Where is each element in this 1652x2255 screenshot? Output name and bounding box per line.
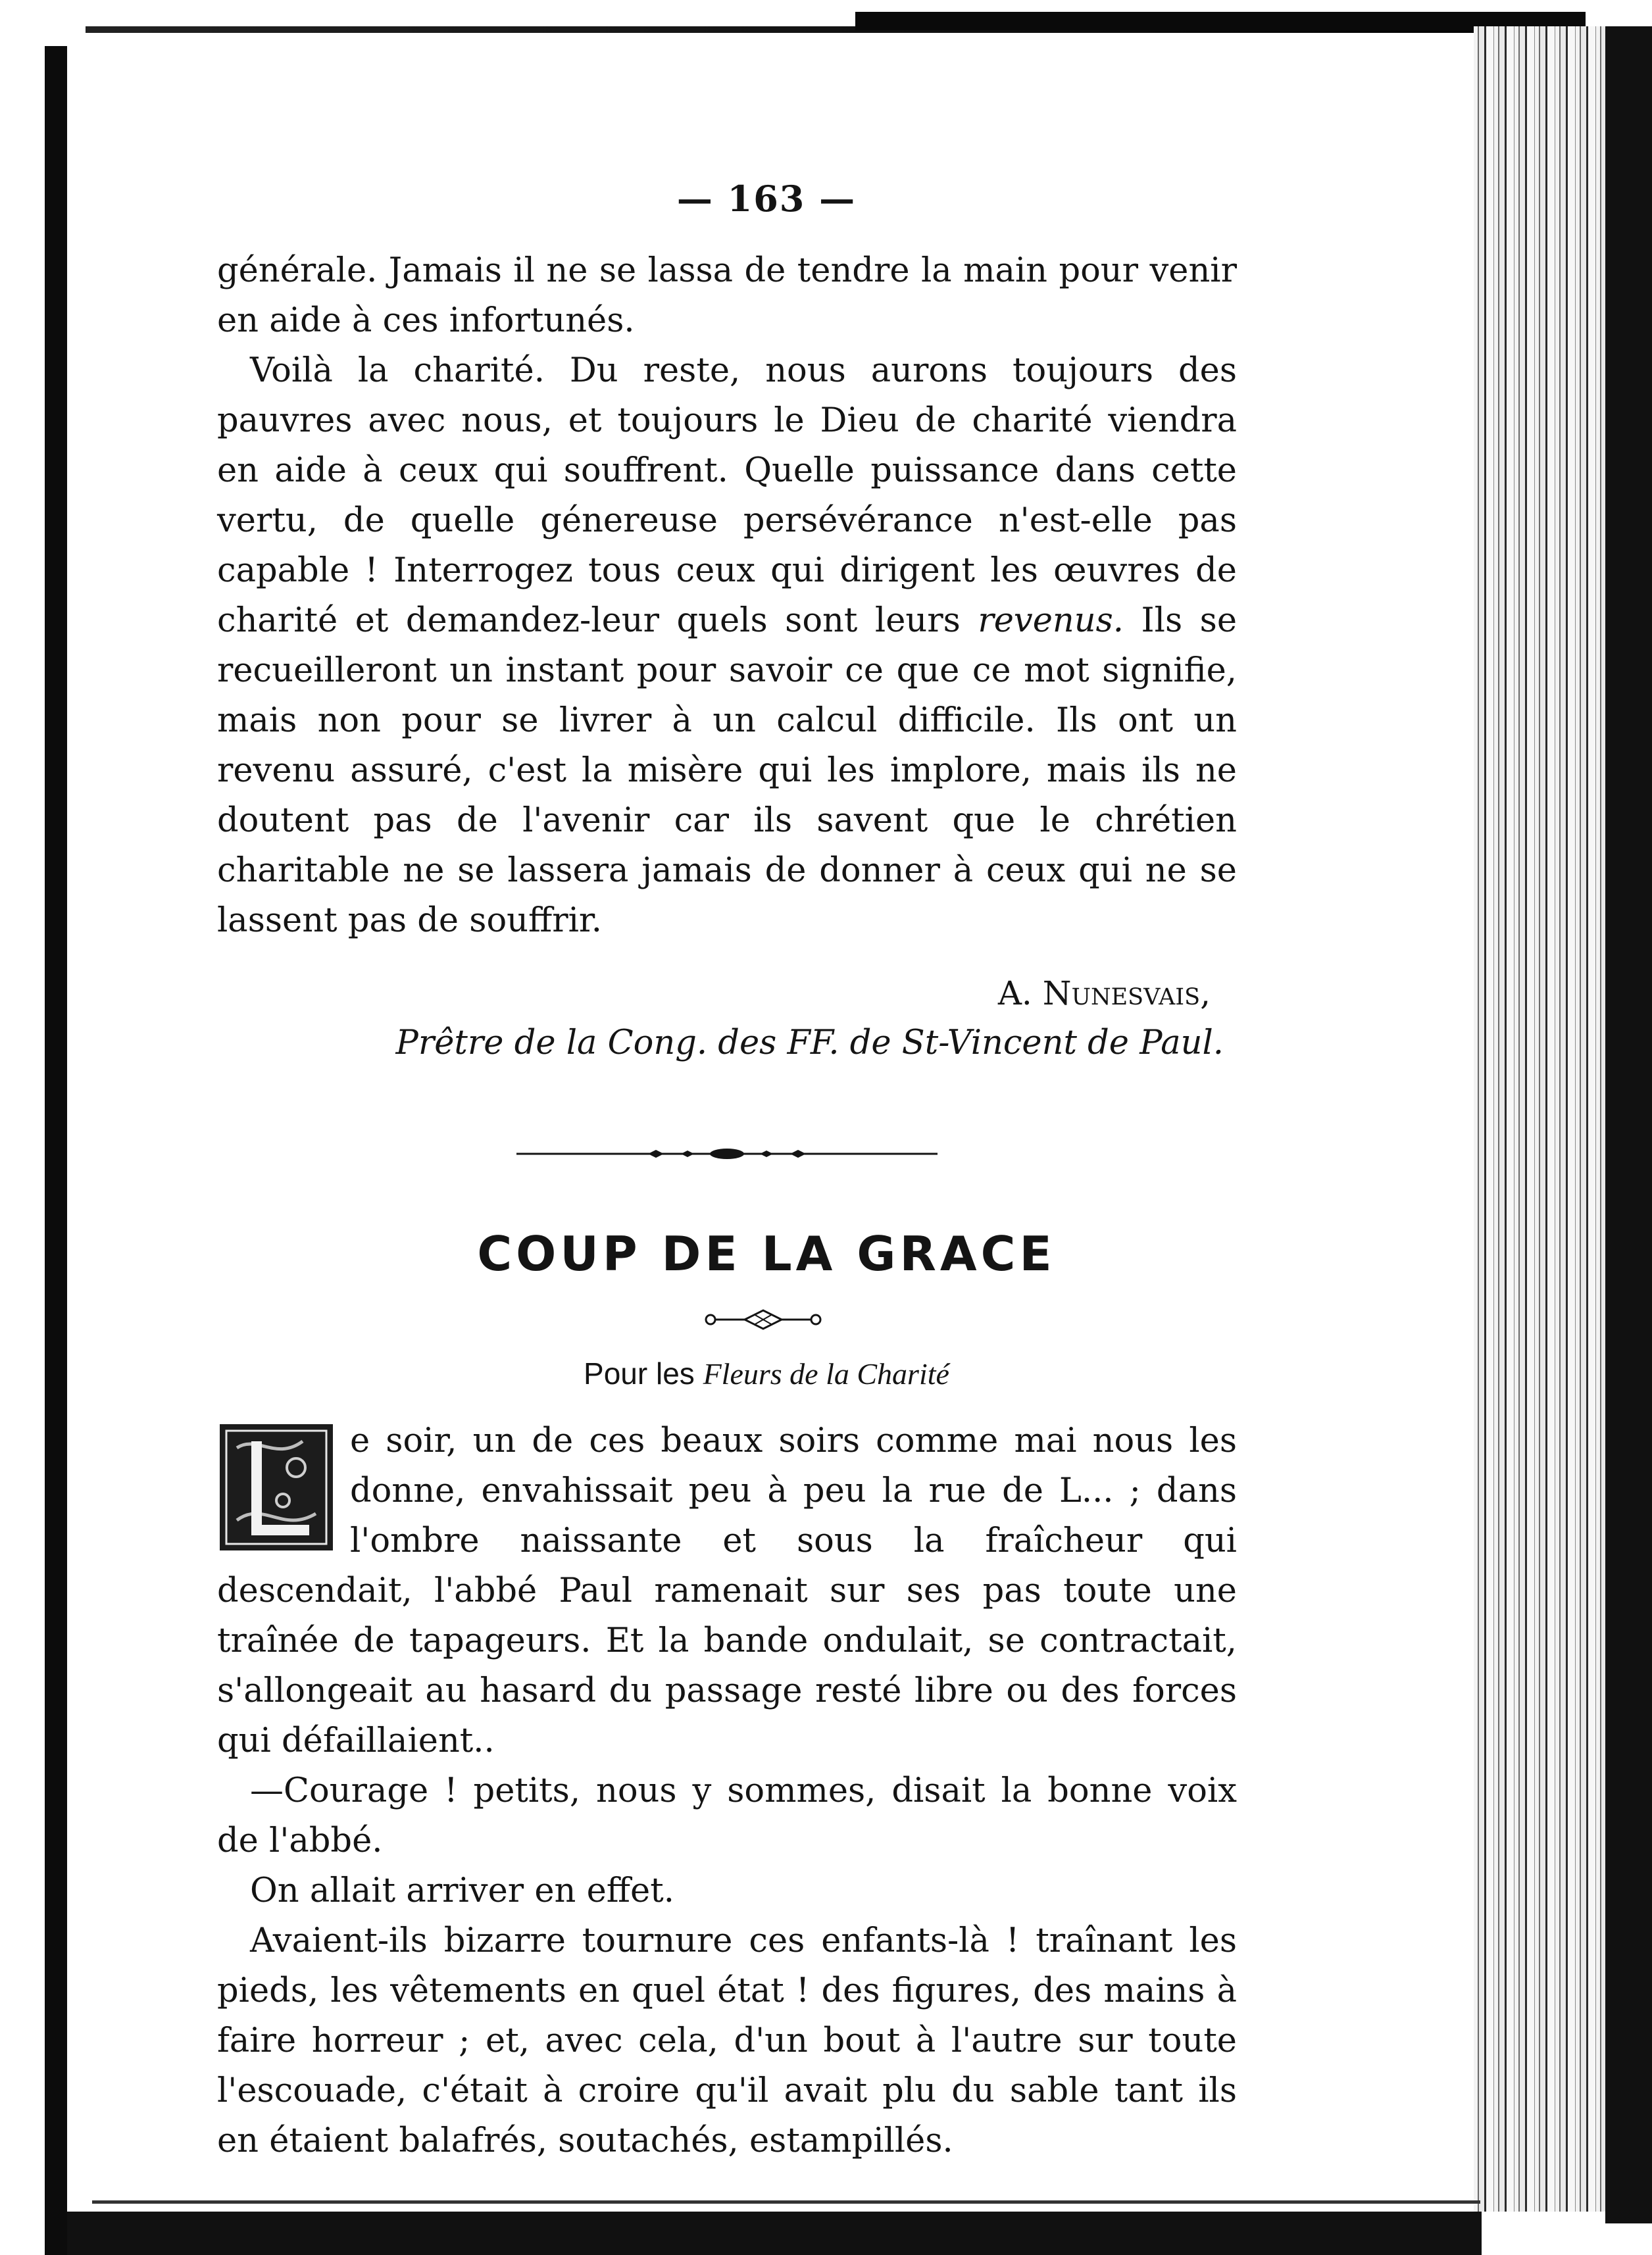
illuminated-initial-icon [217,1422,336,1553]
paragraph-charity-text: Voilà la charité. Du reste, nous aurons toujours des pauvres avec nous, et toujours le Dieu de charité viendra en aide à ceux qui souffrent. Quelle puissance dans cette vertu, de quelle génereuse persévérance n'est-elle pas capable ! Interrogez tous ceux qui dirigent les œuvres de charité et demandez-leur quels sont leurs [217,351,1237,640]
ornamental-rule-icon [516,1147,938,1160]
paragraph-charity-end: Ils se recueilleront un instant pour savoir ce que ce mot signifie, mais non pour se livrer à un calcul difficile. Ils ont un revenu assuré, c'est la misère qui les implore, mais ils ne doutent pas de l'avenir car ils savent que le chrétien charitable ne se lassera jamais de donner à ceux qui ne se lassent pas de souffrir. [217,601,1237,940]
dedication-italic: Fleurs de la Charité [703,1357,949,1391]
dedication [296,1354,1237,1394]
book-page [217,178,1237,2166]
section-title: COUP DE LA GRACE [477,1226,1056,1281]
paragraph-charity [217,346,1237,946]
book-edge-shadow [1605,26,1652,2223]
story-paragraph-2: —Courage ! petits, nous y sommes, disait la bonne voix de l'abbé. [217,1772,1237,1860]
story-paragraph-1-text: e soir, un de ces beaux soirs comme mai nous les donne, envahissait peu à peu la rue de L... ; dans l'ombre naissante et sous la fraîcheur qui descendait, l'abbé Paul ramenait sur ses pas toute une traînée de tapageurs. Et la bande ondulait, se contractait, s'allongeait au hasard du passage resté libre ou des forces qui défaillaient.. [217,1422,1237,1760]
vignette-ornament-icon [704,1308,822,1331]
story-paragraph-4: Avaient-ils bizarre tournure ces enfants-là ! traînant les pieds, les vêtements en quel état ! des figures, des mains à faire horreur ; et, avec cela, d'un bout à l'autre sur toute l'escouade, c'était à croire qu'il avait plu du sable tant ils en étaient balafrés, soutachés, estampillés. [217,1921,1237,2160]
scan-bottom-border [67,2212,1482,2255]
signature-name: A. Nunesvais, [997,974,1211,1012]
story-text [217,1416,1237,2166]
scan-left-border [45,46,67,2255]
dedication-prefix: Pour les [584,1356,695,1391]
page-number: — 163 — [676,178,857,220]
story-paragraph-1 [217,1416,1237,1766]
italic-revenus: revenus. [978,601,1124,640]
paragraph-continuation: générale. Jamais il ne se lassa de tendre la main pour venir en aide à ces infortunés. [217,251,1237,340]
signature-title: Prêtre de la Cong. des FF. de St-Vincent de Paul. [395,1024,1224,1062]
story-paragraph-3: On allait arriver en effet. [250,1871,674,1910]
scan-bottom-line [92,2200,1480,2204]
